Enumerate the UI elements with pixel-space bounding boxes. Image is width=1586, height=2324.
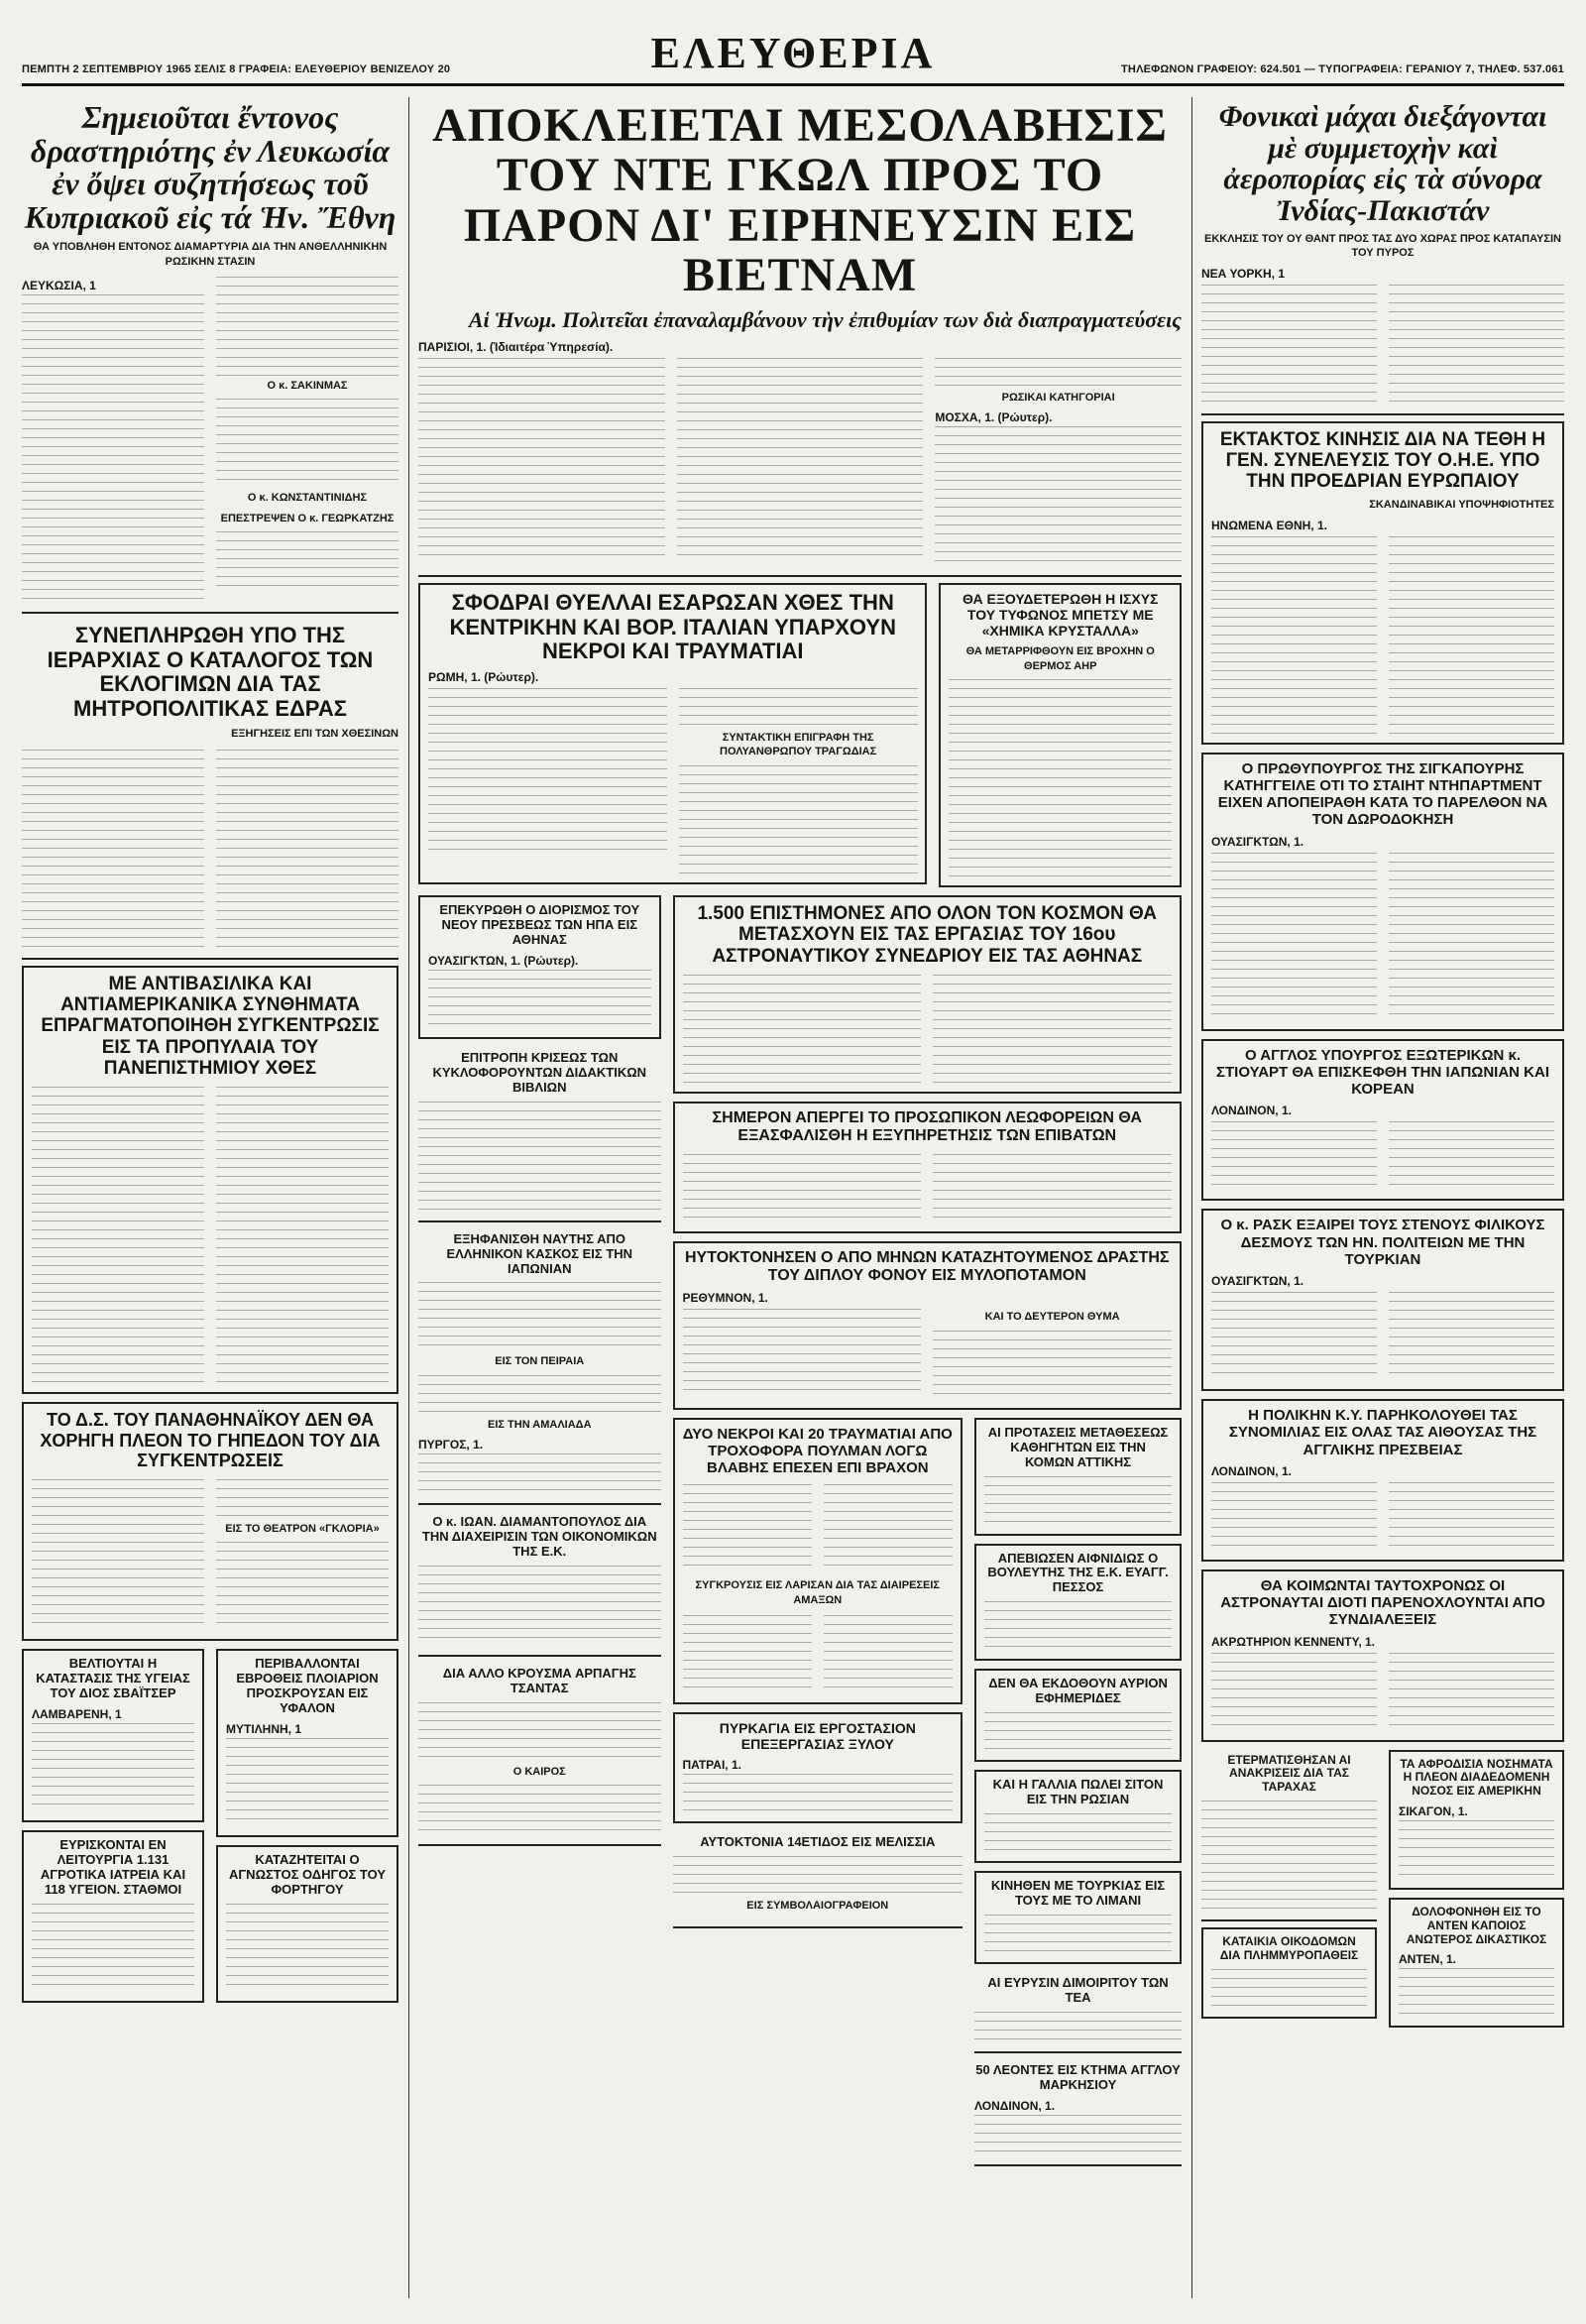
article-vietnam [418,97,1182,577]
article-cyprus-body [22,275,398,604]
dateline-kennedy: ΑΚΡΩΤΗΡΙΟΝ ΚΕΝΝΕΝΤΥ, 1. [1211,1634,1375,1649]
article-bag [418,1663,661,1846]
subheadline-synod: ΕΞΗΓΗΣΕΙΣ ΕΠΙ ΤΩΝ ΧΘΕΣΙΝΩΝ [231,728,398,741]
dateline-aden: ΑΝΤΕΝ, 1. [1399,1952,1457,1967]
headline-mp-death: ΑΠΕΒΙΩΣΕΝ ΑΙΦΝΙΔΙΩΣ Ο ΒΟΥΛΕΥΤΗΣ ΤΗΣ Ε.Κ. ΕΥΑΓΓ. ΠΕΣΣΟΣ [987,1550,1169,1595]
headline-clinics: ΕΥΡΙΣΚΟΝΤΑΙ ΕΝ ΛΕΙΤΟΥΡΓΙΑ 1.131 ΑΓΡΟΤΙΚΑ ΙΑΤΡΕΙΑ ΚΑΙ 118 ΥΓΕΙΟΝ. ΣΤΑΘΜΟΙ [40,1837,186,1898]
subhead-gloria: ΕΙΣ ΤΟ ΘΕΑΤΡΟΝ «ΓΚΛΟΡΙΑ» [225,1523,380,1536]
left-bottom-row [22,1649,398,2011]
subhead-amaliada: ΕΙΣ ΤΗΝ ΑΜΑΛΙΑΔΑ [487,1418,592,1431]
headline-no-papers: ΔΕΝ ΘΑ ΕΚΔΟΘΟΥΝ ΑΥΡΙΟΝ ΕΦΗΜΕΡΙΔΕΣ [988,1676,1168,1706]
dateline-chicago: ΣΙΚΑΓΟΝ, 1. [1399,1804,1468,1819]
dateline-london: ΛΟΝΔΙΝΟΝ, 1. [974,2098,1056,2113]
article-sawmill-fire [673,1712,963,1823]
right-bottom-row [1201,1750,1564,2036]
article-singapore [1201,753,1564,1031]
article-france [974,1770,1182,1863]
newspaper-title: ΕΛΕΥΘΕΡΙΑ [650,29,936,77]
article-clinics [22,1830,204,2003]
headline-embassy: Η ΠΟΛΙΚΗΝ Κ.Υ. ΠΑΡΗΚΟΛΟΥΘΕΙ ΤΑΣ ΣΥΝΟΜΙΛΙΑΣ ΕΙΣ ΟΛΑΣ ΤΑΣ ΑΙΘΟΥΣΑΣ ΤΗΣ ΑΓΓΛΙΚΗΣ ΠΡΕΣΒΕΙΑΣ [1228,1407,1537,1458]
masthead-contact-info: ΤΗΛΕΦΩΝΟΝ ΓΡΑΦΕΙΟΥ: 624.501 — ΤΥΠΟΓΡΑΦΕΙΑ: ΓΕΡΑΝΙΟΥ 7, ΤΗΛΕΦ. 537.061 [1121,63,1564,75]
dateline-rome: ΡΩΜΗ, 1. (Ρώυτερ). [428,670,539,685]
article-murder [673,1241,1182,1410]
subhead-russian: ΡΩΣΙΚΑΙ ΚΑΤΗΓΟΡΙΑΙ [1001,391,1115,404]
headline-synod: ΣΥΝΕΠΛΗΡΩΘΗ ΥΠΟ ΤΗΣ ΙΕΡΑΡΧΙΑΣ Ο ΚΑΤΑΛΟΓΟΣ ΤΩΝ ΕΚΛΟΓΙΜΩΝ ΔΙΑ ΤΑΣ ΜΗΤΡΟΠΟΛΙΤΙΚΑΣ ΕΔΡΑΣ [47,622,374,721]
article-driver [216,1845,398,2003]
article-bus-accident [673,1418,963,1704]
article-schweitzer [22,1649,204,1822]
headline-italy-storm: ΣΦΟΔΡΑΙ ΘΥΕΛΛΑΙ ΕΣΑΡΩΣΑΝ ΧΘΕΣ ΤΗΝ ΚΕΝΤΡΙΚΗΝ ΚΑΙ ΒΟΡ. ΙΤΑΛΙΑΝ ΥΠΑΡΧΟΥΝ ΝΕΚΡΟΙ ΚΑΙ ΤΡΑΥΜΑΤΙΑΙ [449,590,896,664]
article-housing [1201,1927,1377,2019]
headline-vietnam: ΑΠΟΚΛΕΙΕΤΑΙ ΜΕΣΟΛΑΒΗΣΙΣ ΤΟΥ ΝΤΕ ΓΚΩΛ ΠΡΟΣ ΤΟ ΠΑΡΟΝ ΔΙ' ΕΙΡΗΝΕΥΣΙΝ ΕΙΣ ΒΙΕΤΝΑΜ [432,99,1168,302]
headline-lions: 50 ΛΕΟΝΤΕΣ ΕΙΣ ΚΤΗΜΑ ΑΓΓΛΟΥ ΜΑΡΚΗΣΙΟΥ [975,2061,1181,2092]
dateline-washington: ΟΥΑΣΙΓΚΤΩΝ, 1. (Ρώυτερ). [428,953,579,968]
article-astronauts [1201,1569,1564,1742]
subhead-georkatzis: ΕΠΕΣΤΡΕΨΕΝ Ο κ. ΓΕΩΡΚΑΤΖΗΣ [220,512,395,524]
headline-sawmill-fire: ΠΥΡΚΑΓΙΑ ΕΙΣ ΕΡΓΟΣΤΑΣΙΟΝ ΕΠΕΞΕΡΓΑΣΙΑΣ ΞΥΛΟΥ [719,1720,916,1753]
dateline-rusk: ΟΥΑΣΙΓΚΤΩΝ, 1. [1211,1274,1304,1289]
dateline-schweitzer: ΛΑΜΒΑΡΕΝΗ, 1 [32,1707,122,1722]
center-row-3 [418,895,1182,2172]
article-suicide [673,1831,963,1928]
body-text [216,399,398,488]
article-boat [216,1649,398,1837]
article-bus-strike [673,1102,1182,1233]
subhead-inscription: ΣΥΝΤΑΚΤΙΚΗ ΕΠΙΓΡΑΦΗ ΤΗΣ ΠΟΛΥΑΝΘΡΩΠΟΥ ΤΡΑΓΩΔΙΑΣ [720,732,877,758]
headline-cyprus: Σημειοῦται ἔντονος δραστηριότης ἐν Λευκωσία ἐν ὄψει συζητήσεως τοῦ Κυπριακοῦ εἰς τά Ἡν. Ἔθνη [24,99,396,235]
headline-astronautical: 1.500 ΕΠΙΣΤΗΜΟΝΕΣ ΑΠΟ ΟΛΟΝ ΤΟΝ ΚΟΣΜΟΝ ΘΑ ΜΕΤΑΣΧΟΥΝ ΕΙΣ ΤΑΣ ΕΡΓΑΣΙΑΣ ΤΟΥ 16ου ΑΣΤΡΟΝΑΥΤΙΚΟΥ ΣΥΝΕΔΡΙΟΥ ΕΙΣ ΤΑΣ ΑΘΗΝΑΣ [697,903,1158,967]
headline-murder: ΗΥΤΟΚΤΟΝΗΣΕΝ Ο ΑΠΟ ΜΗΝΩΝ ΚΑΤΑΖΗΤΟΥΜΕΝΟΣ ΔΡΑΣΤΗΣ ΤΟΥ ΔΙΠΛΟΥ ΦΟΝΟΥ ΕΙΣ ΜΥΛΟΠΟΤΑΜΟΝ [685,1248,1170,1284]
column-rule [1191,97,1192,2298]
headline-inquiry: ΕΤΕΡΜΑΤΙΣΘΗΣΑΝ ΑΙ ΑΝΑΚΡΙΣΕΙΣ ΔΙΑ ΤΑΣ ΤΑΡΑΧΑΣ [1227,1752,1351,1795]
headline-bus-strike: ΣΗΜΕΡΟΝ ΑΠΕΡΓΕΙ ΤΟ ΠΡΟΣΩΠΙΚΟΝ ΛΕΩΦΟΡΕΙΩΝ ΘΑ ΕΞΑΣΦΑΛΙΣΘΗ Η ΕΞΥΠΗΡΕΤΗΣΙΣ ΤΩΝ ΕΠΙΒΑΤΩΝ [712,1108,1142,1145]
dateline-boat: ΜΥΤΙΛΗΝΗ, 1 [226,1722,302,1737]
article-aden [1389,1898,1564,2028]
column-rule [408,97,409,2298]
headline-un-assembly: ΕΚΤΑΚΤΟΣ ΚΙΝΗΣΙΣ ΔΙΑ ΝΑ ΤΕΘΗ Η ΓΕΝ. ΣΥΝΕΛΕΥΣΙΣ ΤΟΥ Ο.Η.Ε. ΥΠΟ ΤΗΝ ΠΡΟΕΔΡΙΑΝ ΕΥΡΩΠΑΙΟΥ [1219,428,1546,493]
headline-disease: ΤΑ ΑΦΡΟΔΙΣΙΑ ΝΟΣΗΜΑΤΑ Η ΠΛΕΟΝ ΔΙΑΔΕΔΟΜΕΝΗ ΝΟΣΟΣ ΕΙΣ ΑΜΕΡΙΚΗΝ [1400,1756,1553,1799]
article-books [418,1047,661,1222]
center-row-2 [418,583,1182,895]
article-disease [1389,1750,1564,1890]
headline-rusk: Ο κ. ΡΑΣΚ ΕΞΑΙΡΕΙ ΤΟΥΣ ΣΤΕΝΟΥΣ ΦΙΛΙΚΟΥΣ ΔΕΣΜΟΥΣ ΤΩΝ ΗΝ. ΠΟΛΙΤΕΙΩΝ ΜΕ ΤΗΝ ΤΟΥΡΚΙΑΝ [1220,1217,1545,1268]
headline-singapore: Ο ΠΡΩΘΥΠΟΥΡΓΟΣ ΤΗΣ ΣΙΓΚΑΠΟΥΡΗΣ ΚΑΤΗΓΓΕΙΛΕ ΟΤΙ ΤΟ ΣΤΑΙΗΤ ΝΤΗΠΑΡΤΜΕΝΤ ΕΙΧΕΝ ΑΠΟΠΕΙΡΑΘΗ ΚΑΤΑ ΤΟ ΠΑΡΕΛΘΟΝ ΝΑ ΤΟΝ ΔΩΡΟΔΟΚΗΣΗ [1217,759,1548,829]
headline-bus-accident: ΔΥΟ ΝΕΚΡΟΙ ΚΑΙ 20 ΤΡΑΥΜΑΤΙΑΙ ΑΠΟ ΤΡΟΧΟΦΟΡΑ ΠΟΥΛΜΑΝ ΛΟΓΩ ΒΛΑΒΗΣ ΕΠΕΣΕΝ ΕΠΙ ΒΡΑΧΟΝ [682,1425,953,1477]
dateline-pyrgos: ΠΥΡΓΟΣ, 1. [418,1438,484,1452]
article-panathinaikos [22,1402,398,1641]
headline-slogans: ΜΕ ΑΝΤΙΒΑΣΙΛΙΚΑ ΚΑΙ ΑΝΤΙΑΜΕΡΙΚΑΝΙΚΑ ΣΥΝΘΗΜΑΤΑ ΕΠΡΑΓΜΑΤΟΠΟΙΗΘΗ ΣΥΓΚΕΝΤΡΩΣΙΣ ΕΙΣ ΤΑ ΠΡΟΠΥΛΑΙΑ ΤΟΥ ΠΑΝΕΠΙΣΤΗΜΙΟΥ ΧΘΕΣ [41,973,380,1079]
article-slogans [22,966,398,1394]
headline-turkish: ΚΙΝΗΘΕΝ ΜΕ ΤΟΥΡΚΙΑΣ ΕΙΣ ΤΟΥΣ ΜΕ ΤΟ ΛΙΜΑΝΙ [990,1878,1166,1908]
article-teachers [974,1418,1182,1536]
dateline-singapore: ΟΥΑΣΙΓΚΤΩΝ, 1. [1211,834,1304,849]
dateline-patras: ΠΑΤΡΑΙ, 1. [682,1758,741,1773]
newspaper-page [22,22,1564,2302]
dateline-embassy: ΛΟΝΔΙΝΟΝ, 1. [1211,1463,1292,1478]
article-sailor [418,1228,661,1505]
masthead [22,22,1564,86]
article-turkish [974,1871,1182,1964]
subhead-sakinmas: Ο κ. ΣΑΚΙΝΜΑΣ [267,379,348,392]
article-no-papers [974,1669,1182,1762]
subhead-second-victim: ΚΑΙ ΤΟ ΔΕΥΤΕΡΟΝ ΘΥΜΑ [984,1311,1120,1324]
headline-astronauts: ΘΑ ΚΟΙΜΩΝΤΑΙ ΤΑΥΤΟΧΡΟΝΩΣ ΟΙ ΑΣΤΡΟΝΑΥΤΑΙ ΔΙΟΤΙ ΠΑΡΕΝΟΧΛΟΥΝΤΑΙ ΑΠΟ ΣΥΝΔΙΑΛΕΞΕΙΣ [1220,1576,1545,1629]
article-embassy [1201,1399,1564,1562]
subhead-konstantinides: Ο κ. ΚΩΝΣΤΑΝΤΙΝΙΔΗΣ [247,492,368,505]
article-stewart [1201,1039,1564,1202]
article-synod [22,620,398,960]
headline-suicide: ΑΥΤΟΚΤΟΝΙΑ 14ΕΤΙΔΟΣ ΕΙΣ ΜΕΛΙΣΣΙΑ [700,1834,936,1850]
body-text [22,294,204,602]
dateline-rethymno: ΡΕΘΥΜΝΟΝ, 1. [682,1291,768,1306]
subheadline-typhoon: ΘΑ ΜΕΤΑΡΡΙΦΘΟΥΝ ΕΙΣ ΒΡΟΧΗΝ Ο ΘΕΡΜΟΣ ΑΗΡ [965,645,1155,672]
headline-schweitzer: ΒΕΛΤΙΟΥΤΑΙ Η ΚΑΤΑΣΤΑΣΙΣ ΤΗΣ ΥΓΕΙΑΣ ΤΟΥ ΔΙΟΣ ΣΒΑΪΤΣΕΡ [36,1656,190,1701]
article-inquiry [1201,1750,1377,1921]
headline-aden: ΔΟΛΟΦΟΝΗΘΗ ΕΙΣ ΤΟ ΑΝΤΕΝ ΚΑΠΟΙΟΣ ΑΝΩΤΕΡΟΣ ΔΙΚΑΣΤΙΚΟΣ [1406,1905,1547,1946]
masthead-date-info: ΠΕΜΠΤΗ 2 ΣΕΠΤΕΜΒΡΙΟΥ 1965 ΣΕΛΙΣ 8 ΓΡΑΦΕΙΑ: ΕΛΕΥΘΕΡΙΟΥ ΒΕΝΙΖΕΛΟΥ 20 [22,63,451,75]
article-lions [974,2059,1182,2166]
center-column [418,97,1182,2298]
subhead-larisa: ΣΥΓΚΡΟΥΣΙΣ ΕΙΣ ΛΑΡΙΣΑΝ ΔΙΑ ΤΑΣ ΔΙΑΙΡΕΣΕΙΣ ΑΜΑΞΩΝ [695,1579,941,1606]
headline-france: ΚΑΙ Η ΓΑΛΛΙΑ ΠΩΛΕΙ ΣΙΤΟΝ ΕΙΣ ΤΗΝ ΡΩΣΙΑΝ [992,1777,1164,1807]
headline-books: ΕΠΙΤΡΟΠΗ ΚΡΙΣΕΩΣ ΤΩΝ ΚΥΚΛΟΦΟΡΟΥΝΤΩΝ ΔΙΔΑΚΤΙΚΩΝ ΒΙΒΛΙΩΝ [432,1049,647,1095]
headline-sailor: ΕΞΗΦΑΝΙΣΘΗ ΝΑΥΤΗΣ ΑΠΟ ΕΛΛΗΝΙΚΟΝ ΚΑΣΚΟΣ ΕΙΣ ΤΗΝ ΙΑΠΩΝΙΑΝ [446,1230,633,1276]
subheadline-un-assembly: ΣΚΑΝΔΙΝΑΒΙΚΑΙ ΥΠΟΨΗΦΙΟΤΗΤΕΣ [1369,499,1554,512]
dateline-cyprus: ΛΕΥΚΩΣΙΑ, 1 [22,278,96,292]
deck-vietnam: Αἱ Ἡνωμ. Πολιτεῖαι ἐπαναλαμβάνουν τὴν ἐπιθυμίαν των διὰ διαπραγματεύσεις [468,306,1182,332]
subhead-notary: ΕΙΣ ΣΥΜΒΟΛΑΙΟΓΡΑΦΕΙΟΝ [746,1900,889,1913]
headline-stewart: Ο ΑΓΓΛΟΣ ΥΠΟΥΡΓΟΣ ΕΞΩΤΕΡΙΚΩΝ κ. ΣΤΙΟΥΑΡΤ ΘΑ ΕΠΙΣΚΕΦΘΗ ΤΗΝ ΙΑΠΩΝΙΑΝ ΚΑΙ ΚΟΡΕΑΝ [1216,1046,1549,1099]
headline-boat: ΠΕΡΙΒΑΛΛΟΝΤΑΙ ΕΒΡΟΘΕΙΣ ΠΛΟΙΑΡΙΟΝ ΠΡΟΣΚΡΟΥΣΑΝ ΕΙΣ ΥΦΑΛΟΝ [236,1656,379,1716]
article-un-assembly [1201,421,1564,745]
subheadline-india-pakistan: ΕΚΚΛΗΣΙΣ ΤΟΥ ΟΥ ΘΑΝΤ ΠΡΟΣ ΤΑΣ ΔΥΟ ΧΩΡΑΣ ΠΡΟΣ ΚΑΤΑΠΑΥΣΙΝ ΤΟΥ ΠΥΡΟΣ [1204,233,1561,260]
dateline-un: ΗΝΩΜΕΝΑ ΕΘΝΗ, 1. [1211,518,1327,532]
subhead-piraeus: ΕΙΣ ΤΟΝ ΠΕΙΡΑΙΑ [495,1355,585,1368]
center-row-4 [673,1418,1182,2172]
headline-typhoon: ΘΑ ΕΞΟΥΔΕΤΕΡΩΘΗ Η ΙΣΧΥΣ ΤΟΥ ΤΥΦΩΝΟΣ ΜΠΕΤΣΥ ΜΕ «ΧΗΜΙΚΑ ΚΡΥΣΤΑΛΛΑ» [962,591,1159,639]
headline-india-pakistan: Φονικαὶ μάχαι διεξάγονται μὲ συμμετοχὴν καὶ ἀεροπορίας εἰς τὰ σύνορα Ἰνδίας-Πακιστάν [1218,100,1547,227]
headline-ambassador: ΕΠΕΚΥΡΩΘΗ Ο ΔΙΟΡΙΣΜΟΣ ΤΟΥ ΝΕΟΥ ΠΡΕΣΒΕΩΣ ΤΩΝ ΗΠΑ ΕΙΣ ΑΘΗΝΑΣ [439,902,640,947]
dateline-vietnam: ΠΑΡΙΣΙΟΙ, 1. (Ἰδιαιτέρα Ὑπηρεσία). [418,339,614,354]
article-typhoon [939,583,1182,887]
right-column [1201,97,1564,2298]
headline-driver: ΚΑΤΑΖΗΤΕΙΤΑΙ Ο ΑΓΝΩΣΤΟΣ ΟΔΗΓΟΣ ΤΟΥ ΦΟΡΤΗΓΟΥ [228,1852,386,1898]
article-india-pakistan [1201,97,1564,415]
headline-teachers: ΑΙ ΠΡΟΤΑΣΕΙΣ ΜΕΤΑΘΕΣΕΩΣ ΚΑΘΗΓΗΤΩΝ ΕΙΣ ΤΗΝ ΚΟΜΩΝ ΑΤΤΙΚΗΣ [987,1424,1169,1469]
article-rusk [1201,1209,1564,1391]
headline-tea: ΑΙ ΕΥΡΥΣΙΝ ΔΙΜΟΙΡΙΤΟΥ ΤΩΝ ΤΕΑ [987,1974,1169,2005]
subheadline-cyprus: ΘΑ ΥΠΟΒΛΗΘΗ ΕΝΤΟΝΟΣ ΔΙΑΜΑΡΤΥΡΙΑ ΔΙΑ ΤΗΝ ΑΝΘΕΛΛΗΝΙΚΗΝ ΡΩΣΙΚΗΝ ΣΤΑΣΙΝ [33,241,388,268]
body-text [216,277,398,376]
article-cyprus [22,97,398,614]
subhead-weather: Ο ΚΑΙΡΟΣ [512,1765,566,1778]
dateline-stewart: ΛΟΝΔΙΝΟΝ, 1. [1211,1104,1292,1118]
left-column [22,97,398,2298]
dateline-new-york: ΝΕΑ ΥΟΡΚΗ, 1 [1201,266,1286,281]
article-mp-death [974,1544,1182,1662]
headline-panathinaikos: ΤΟ Δ.Σ. ΤΟΥ ΠΑΝΑΘΗΝΑΪΚΟΥ ΔΕΝ ΘΑ ΧΟΡΗΓΗ ΠΛΕΟΝ ΤΟ ΓΗΠΕΔΟΝ ΤΟΥ ΔΙΑ ΣΥΓΚΕΝΤΡΩΣΕΙΣ [40,1410,381,1471]
headline-ec: Ο κ. ΙΩΑΝ. ΔΙΑΜΑΝΤΟΠΟΥΛΟΣ ΔΙΑ ΤΗΝ ΔΙΑΧΕΙΡΙΣΙΝ ΤΩΝ ΟΙΚΟΝΟΜΙΚΩΝ ΤΗΣ Ε.Κ. [421,1514,657,1559]
headline-housing: ΚΑΤΑΙΚΙΑ ΟΙΚΟΔΟΜΩΝ ΔΙΑ ΠΛΗΜΜΥΡΟΠΑΘΕΙΣ [1219,1934,1359,1962]
article-tea [974,1972,1182,2053]
article-ec [418,1511,661,1657]
body-text [216,531,398,591]
headline-bag: ΔΙΑ ΑΛΛΟ ΚΡΟΥΣΜΑ ΑΡΠΑΓΗΣ ΤΣΑΝΤΑΣ [442,1665,636,1695]
article-ambassador [418,895,661,1039]
article-astronautical [673,895,1182,1094]
dateline-moscow: ΜΟΣΧΑ, 1. (Ρώυτερ). [935,410,1053,425]
article-italy-storm [418,583,927,883]
